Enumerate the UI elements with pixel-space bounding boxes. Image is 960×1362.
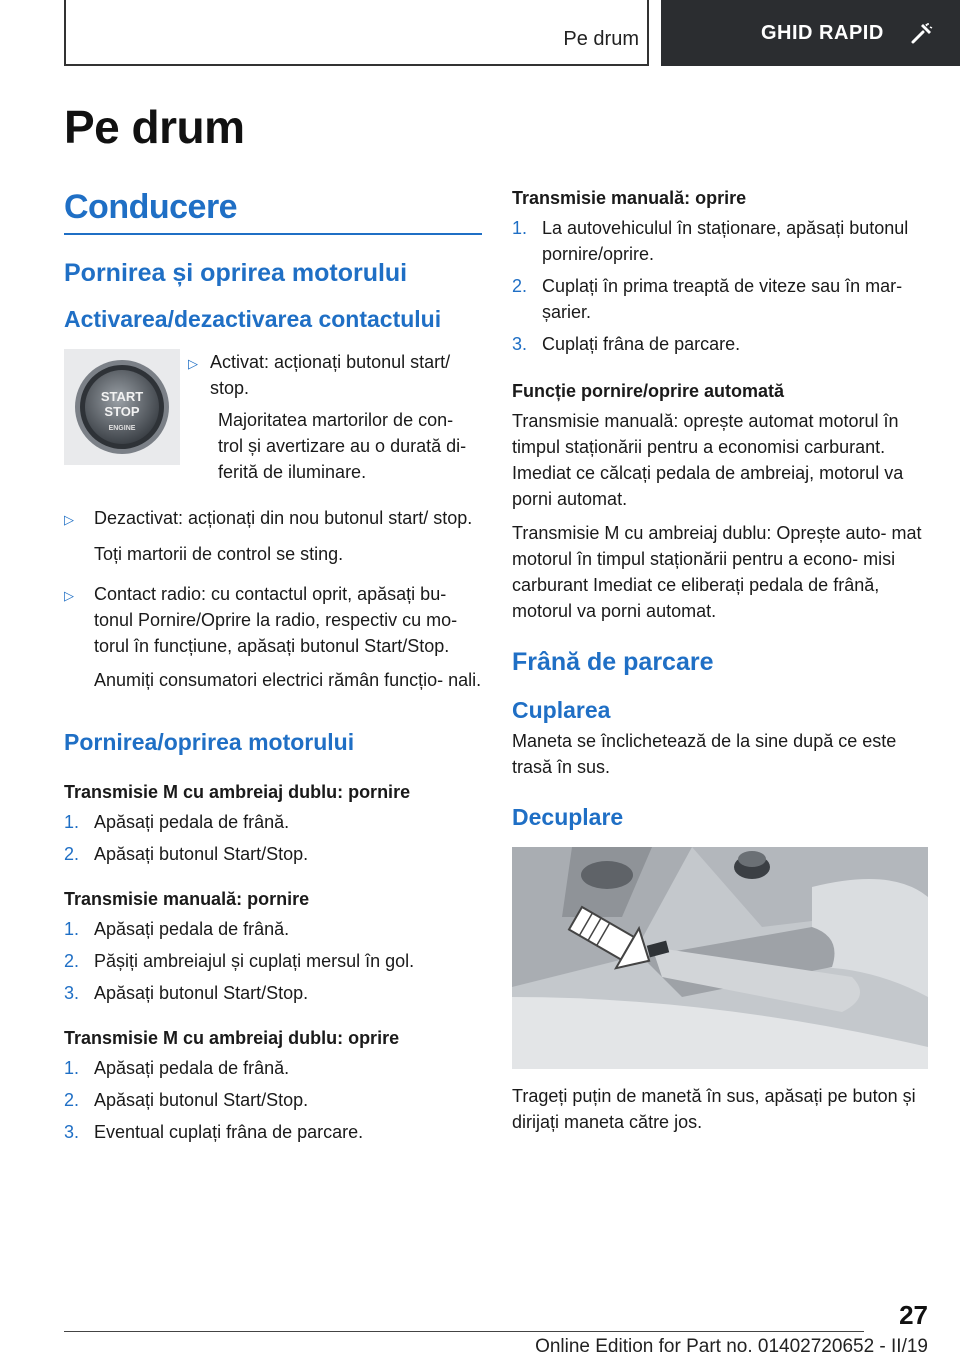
list-item: 2. Apăsați butonul Start/Stop. [64,844,309,864]
start-stop-button-icon [72,357,172,457]
list-manuala-oprire [512,215,932,357]
start-stop-block [64,349,482,485]
list-item: 3. Apăsați butonul Start/Stop. [64,983,309,1003]
decuplare-paragraph: Trageți puțin de manetă în sus, apăsați pe buton și dirijați maneta către jos. [512,1086,916,1132]
quick-guide-icon [910,21,934,45]
cuplarea-paragraph: Maneta se înclichetează de la sine după ce este trasă în sus. [512,731,897,777]
bullet-dezactivat-note: Toți martorii de control se sting. [94,544,344,564]
triangle-bullet-icon: ▷ [64,588,74,603]
button-label-stop: STOP [104,404,140,419]
list-item: 3. Cuplați frâna de parcare. [512,334,741,354]
quick-guide-tab[interactable] [661,0,960,66]
heading-frana-de-parcare: Frână de parcare [512,648,714,676]
auto-paragraph-2: Transmisie M cu ambreiaj dublu: Oprește auto- mat motorul în timpul staționării pentru a econo- misi carburant Imediat ce eliberați pedala de frână, motorul va porni automat. [512,523,922,621]
button-label-start: START [100,389,144,404]
section-title-m-oprire: Transmisie M cu ambreiaj dublu: oprire [64,1028,400,1048]
bullet-contact-radio-note: Anumiți consumatori electrici rămân funcțio- nali. [94,670,482,690]
parking-brake-illustration [512,847,928,1069]
bullet-activat: ▷ Activat: acționați butonul start/ stop. [188,349,482,401]
heading-conducere: Conducere [64,188,238,226]
heading-cuplarea: Cuplarea [512,697,611,723]
quick-guide-label: GHID RAPID [761,21,884,44]
bullet-activat-note: Majoritatea martorilor de con- trol și avertizare au o durată di- ferită de iluminare. [218,410,467,482]
button-label-engine: ENGINE [108,425,136,432]
heading-pornirea-oprirea: Pornirea/oprirea motorului [64,729,355,755]
section-title-manuala-pornire: Transmisie manuală: pornire [64,889,310,909]
left-column [64,188,482,1145]
start-stop-button-image [64,349,180,465]
page-title: Pe drum [64,101,245,153]
heading-rule [64,233,482,235]
list-item: 1. Apăsați pedala de frână. [64,919,290,939]
heading-decuplare: Decuplare [512,804,624,830]
list-item: 3. Eventual cuplați frâna de parcare. [64,1122,364,1142]
heading-activarea: Activarea/dezactivarea contactului [64,306,442,332]
footer-rule [64,1331,864,1332]
right-column [512,188,932,1135]
list-manuala-pornire [64,916,482,1006]
bullet-dezactivat: ▷ Dezactivat: acționați din nou butonul start/ stop. [64,505,482,533]
footer-edition: Online Edition for Part no. 01402720652 - II/19 [535,1336,928,1357]
bullet-contact-radio: ▷ Contact radio: cu contactul oprit, apăsați bu- tonul Pornire/Oprire la radio, respectiv cu mo- torul în funcțiune, apăsați butonul Start/Stop. [64,581,482,659]
section-title-m-pornire: Transmisie M cu ambreiaj dublu: pornire [64,782,411,802]
triangle-bullet-icon: ▷ [188,356,198,371]
list-m-pornire [64,809,482,867]
parking-brake-photo [512,847,928,1069]
section-title-manuala-oprire: Transmisie manuală: oprire [512,188,747,208]
list-m-oprire [64,1055,482,1145]
triangle-bullet-icon: ▷ [64,512,74,527]
heading-pornirea-oprirea-motorului: Pornirea și oprirea motorului [64,259,408,287]
auto-paragraph-1: Transmisie manuală: oprește automat motorul în timpul staționării pentru a economisi carburant. Imediat ce călcați pedala de ambreiaj, motorul va porni automat. [512,411,904,509]
section-title-auto-start-stop: Funcție pornire/oprire automată [512,381,785,401]
list-item: 2. Apăsați butonul Start/Stop. [64,1090,309,1110]
list-item: 1. Apăsați pedala de frână. [64,812,290,832]
page-number: 27 [899,1300,928,1330]
header-section-title: Pe drum [563,28,639,50]
list-item: 1. Apăsați pedala de frână. [64,1058,290,1078]
header-frame [64,0,649,66]
list-item: 2. Cuplați în prima treaptă de viteze sau în mar- șarier. [512,276,903,322]
list-item: 1. La autovehiculul în staționare, apăsați butonul pornire/oprire. [512,218,909,264]
list-item: 2. Pășiți ambreiajul și cuplați mersul în gol. [64,951,415,971]
